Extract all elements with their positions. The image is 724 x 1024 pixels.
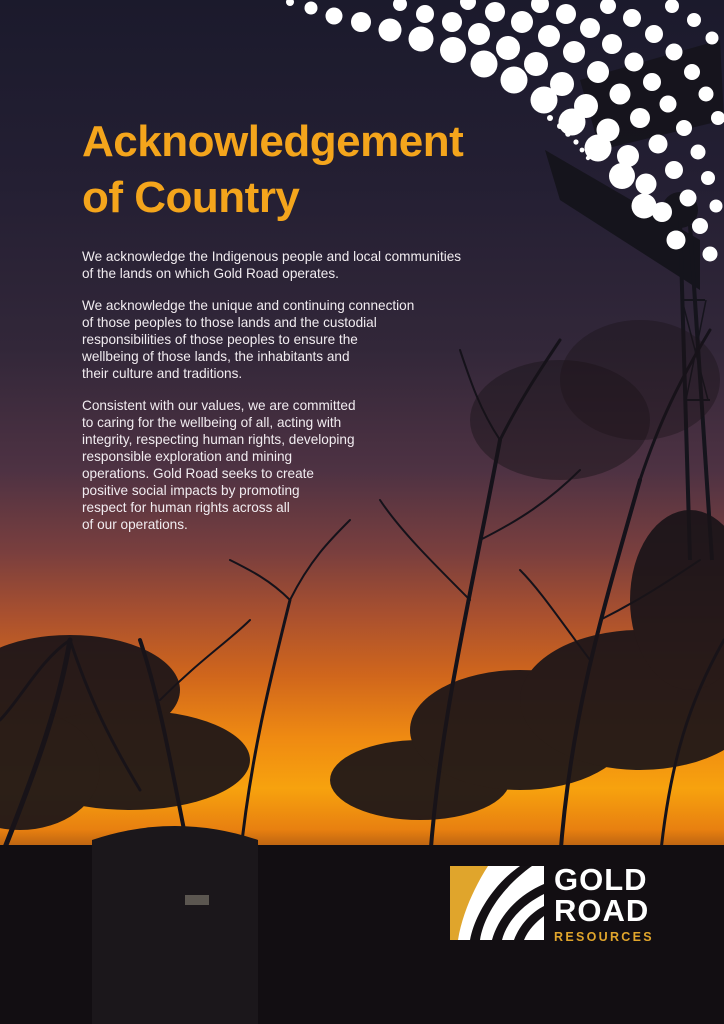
water-tank	[92, 826, 258, 1024]
title-line-1: Acknowledgement	[82, 117, 464, 166]
paragraph-connection: We acknowledge the unique and continuing connection of those peoples to those lands and the custodial responsibilities of those peoples to ensure the wellbeing of those lands, the inhabitants and their culture and traditions.	[82, 298, 415, 381]
logo-word-road: ROAD	[554, 893, 650, 928]
page-title	[82, 114, 463, 226]
logo-word-resources: RESOURCES	[554, 930, 654, 944]
acknowledgement-text	[82, 248, 532, 548]
gold-road-logo	[450, 864, 680, 944]
logo-mark-icon	[450, 866, 544, 940]
title-line-2: of Country	[82, 173, 300, 222]
paragraph-indigenous-people: We acknowledge the Indigenous people and local communities of the lands on which Gold Road operates.	[82, 249, 462, 281]
paragraph-values: Consistent with our values, we are committed to caring for the wellbeing of all, acting with integrity, respecting human rights, developing responsible exploration and mining operations. Gold Road seeks to create positive social impacts by promoting respect for human rights across all of our operations.	[82, 398, 356, 532]
logo-word-gold: GOLD	[554, 862, 648, 897]
